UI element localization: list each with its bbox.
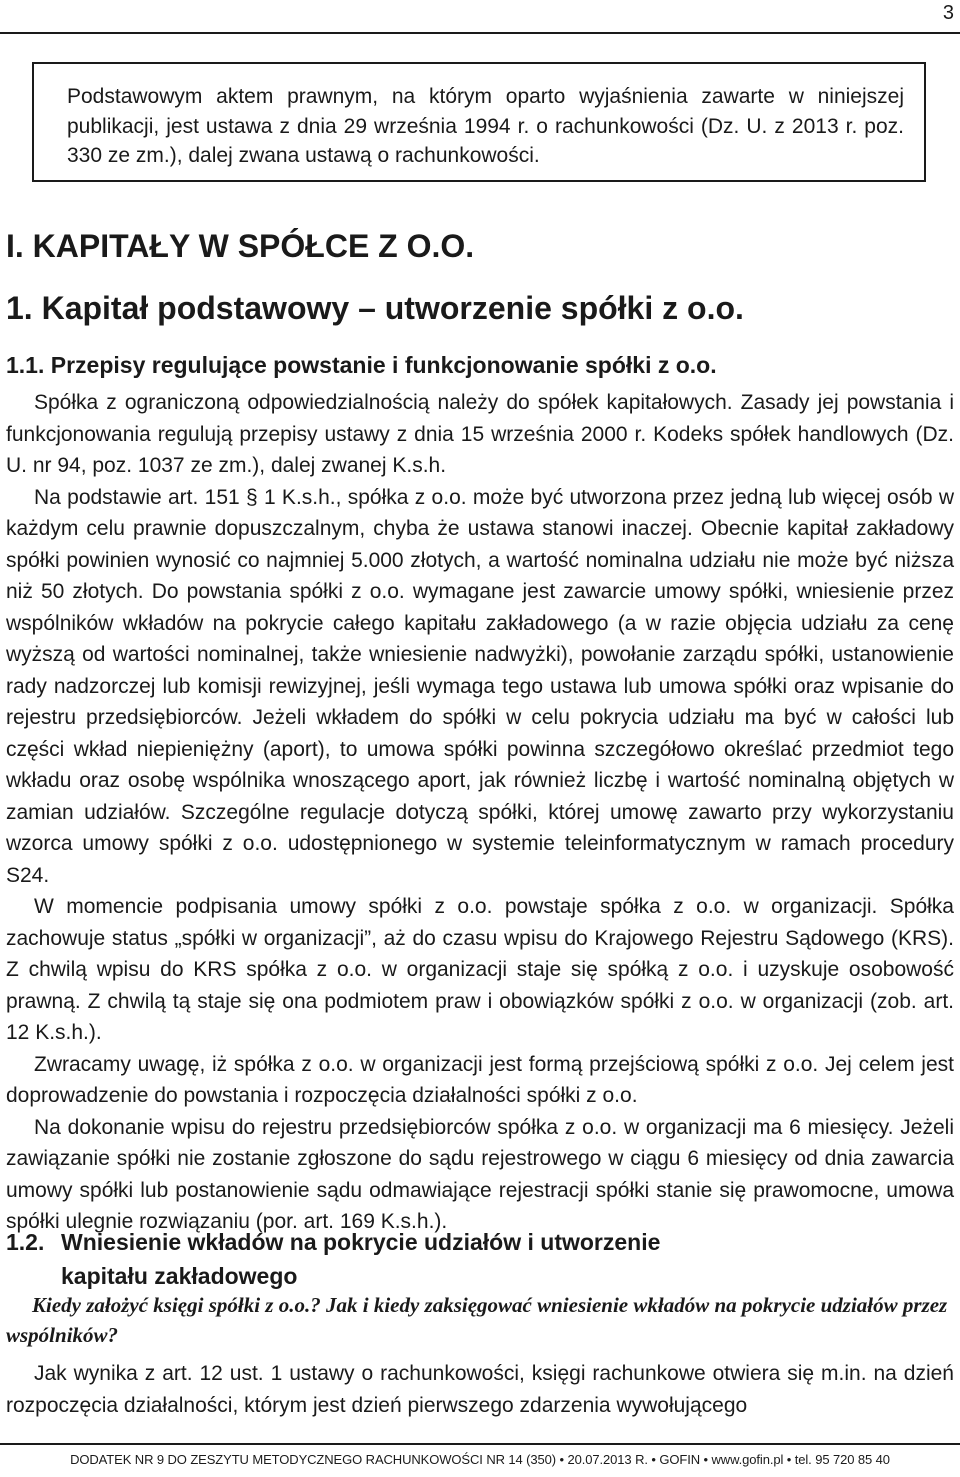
question-text: Kiedy założyć księgi spółki z o.o.? Jak i kiedy zaksięgować wniesienie wkładów na pokrycie udziałów przez wspólników?	[6, 1293, 948, 1347]
top-rule	[0, 32, 960, 34]
intro-box	[32, 62, 926, 182]
paragraph: Zwracamy uwagę, iż spółka z o.o. w organizacji jest formą przejściową spółki z o.o. Jej celem jest doprowadzenie do powstania i rozpoczęcia działalności spółki z o.o.	[6, 1052, 954, 1107]
section-heading-1-2	[6, 1225, 906, 1293]
paragraph: W momencie podpisania umowy spółki z o.o. powstaje spółka z o.o. w organizacji. Spółka zachowuje status „spółki w organizacji”, aż do czasu wpisu do Krajowego Rejestru Sądowego (KRS). Z chwilą wpisu do KRS spółka z o.o. w organizacji staje się spółką z o.o. i uzyskuje osobowość prawną. Z chwilą tą staje się ona podmiotem praw i obowiązków spółki z o.o. w organizacji (zob. art. 12 K.s.h.).	[6, 895, 954, 1044]
section-title-line2: kapitału zakładowego	[61, 1263, 298, 1289]
section-heading-1-1: 1.1. Przepisy regulujące powstanie i funkcjonowanie spółki z o.o.	[6, 352, 717, 378]
chapter-heading: 1. Kapitał podstawowy – utworzenie spółki z o.o.	[6, 290, 744, 326]
paragraph: Na dokonanie wpisu do rejestru przedsiębiorców spółka z o.o. w organizacji ma 6 miesięcy. Jeżeli zawiązanie spółki nie zostanie zgłoszone do sądu rejestrowego w ciągu 6 miesięcy od dnia zawarcia umowy spółki lub postanowienie sądu odmawiające rejestracji spółki stanie się prawomocne, umowa spółki ulegnie rozwiązaniu (por. art. 169 K.s.h.).	[6, 1115, 954, 1233]
paragraph: Na podstawie art. 151 § 1 K.s.h., spółka z o.o. może być utworzona przez jedną lub więcej osób w każdym celu prawnie dopuszczalnym, chyba że ustawa stanowi inaczej. Obecnie kapitał zakładowy spółki powinien wynosić co najmniej 5.000 złotych, a wartość nominalna udziału nie może być niższa niż 50 złotych. Do powstania spółki z o.o. wymagane jest zawarcie umowy spółki, wniesienie przez wspólników wkładów na pokrycie całego kapitału zakładowego (a w razie objęcia udziału za cenę wyższą od wartości nominalnej, także wniesienie nadwyżki), powołanie zarządu spółki, ustanowienie rady nadzorczej lub komisji rewizyjnej, jeśli wymaga tego ustawa lub umowa spółki oraz wpisanie do rejestru przedsiębiorców. Jeżeli wkładem do spółki w celu pokrycia udziału ma być w całości lub części wkład niepieniężny (aport), to umowa spółki powinna szczegółowo określać przedmiot tego wkładu oraz osobę wspólnika wnoszącego aport, jak również liczbę i wartość nominalną objętych w zamian udziałów. Szczególne regulacje dotyczą spółki, której umowę zawarto przy wykorzystaniu wzorca umowy spółki z o.o. udostępnionego w systemie teleinformatycznym w ramach procedury S24.	[6, 485, 954, 887]
section-number: 1.2.	[6, 1229, 45, 1255]
intro-text: Podstawowym aktem prawnym, na którym oparto wyjaśnienia zawarte w niniejszej publikacji, jest ustawa z dnia 29 września 1994 r. o rachunkowości (Dz. U. z 2013 r. poz. 330 ze zm.), dalej zwana ustawą o rachunkowości.	[67, 85, 904, 167]
footer: DODATEK NR 9 DO ZESZYTU METODYCZNEGO RACHUNKOWOŚCI NR 14 (350) • 20.07.2013 R. • GOFIN • www.gofin.pl • tel. 95 720 85 40	[70, 1452, 890, 1467]
questions	[6, 1290, 954, 1350]
paragraph: Spółka z ograniczoną odpowiedzialnością należy do spółek kapitałowych. Zasady jej powstania i funkcjonowania regulują przepisy ustawy z dnia 15 września 2000 r. Kodeks spółek handlowych (Dz. U. nr 94, poz. 1037 ze zm.), dalej zwanej K.s.h.	[6, 391, 954, 477]
paragraph: Jak wynika z art. 12 ust. 1 ustawy o rachunkowości, księgi rachunkowe otwiera się m.in. na dzień rozpoczęcia działalności, którym jest dzień pierwszego zdarzenia wywołującego	[6, 1362, 954, 1417]
section-title-line1: Wniesienie wkładów na pokrycie udziałów i utworzenie	[61, 1229, 661, 1255]
body-text	[6, 387, 954, 1238]
tail-text	[6, 1358, 954, 1421]
bottom-rule	[0, 1443, 960, 1445]
part-heading: I. KAPITAŁY W SPÓŁCE Z O.O.	[6, 228, 475, 264]
page-number: 3	[942, 2, 954, 24]
